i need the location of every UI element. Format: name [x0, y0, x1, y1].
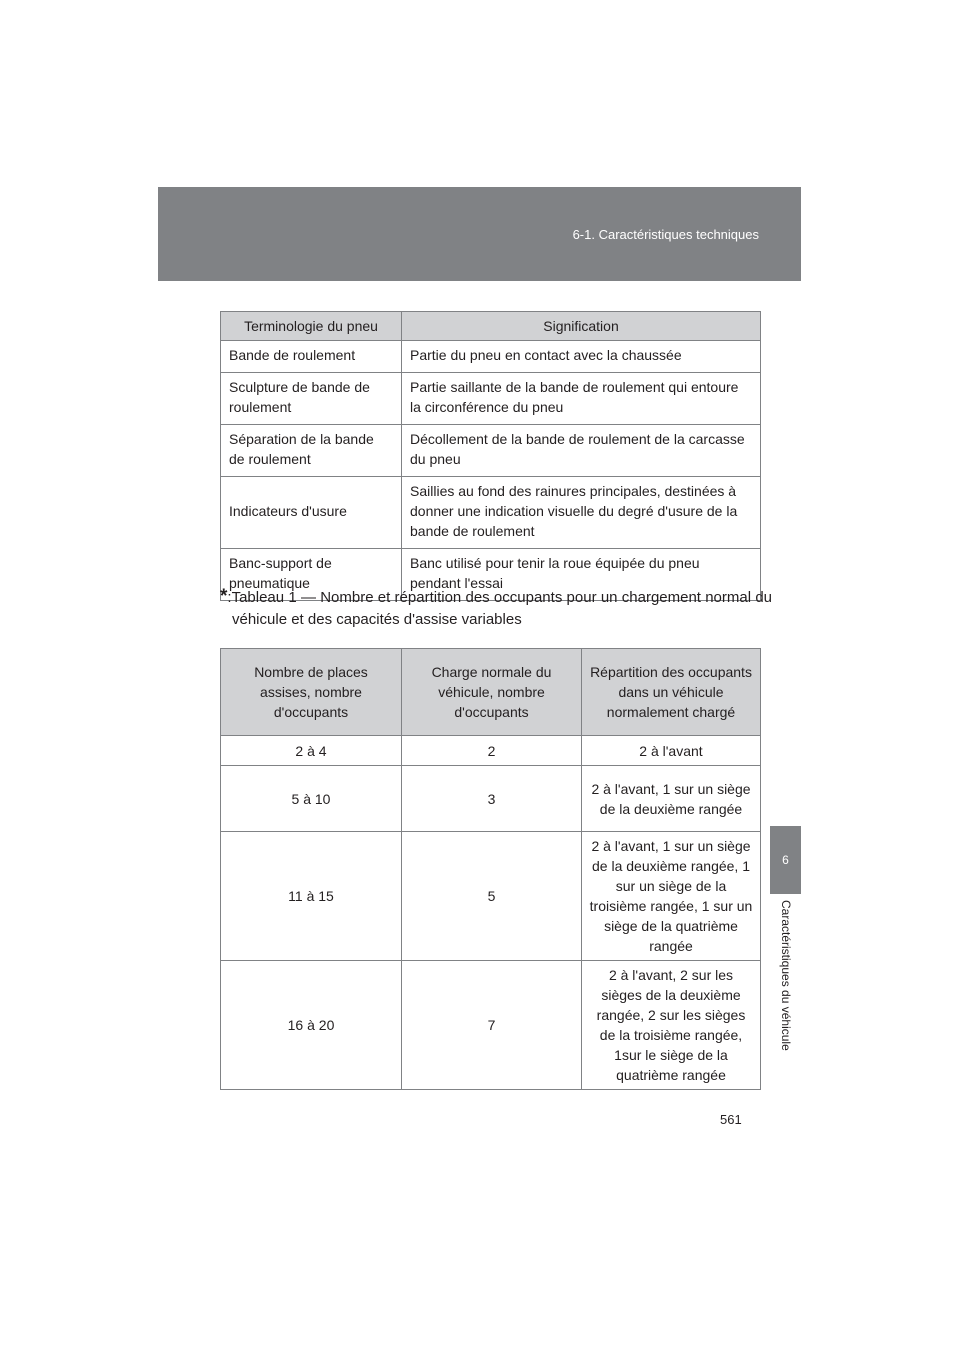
table-cell: 7: [402, 961, 582, 1090]
table-row: [221, 961, 761, 1090]
chapter-number: 6: [782, 853, 789, 867]
table-cell: Sculpture de bande de roulement: [221, 373, 402, 425]
table-row: [221, 425, 761, 477]
table-cell: 2: [402, 736, 582, 766]
table-cell: Saillies au fond des rainures principales, destinées à donner une indication visuelle du degré d'usure de la bande de roulement: [402, 477, 761, 549]
table-cell: Décollement de la bande de roulement de la carcasse du pneu: [402, 425, 761, 477]
table-cell: 2 à 4: [221, 736, 402, 766]
column-header: Répartition des occupants dans un véhicule normalement chargé: [582, 649, 761, 736]
table-row: [221, 341, 761, 373]
column-header: Nombre de places assises, nombre d'occupants: [221, 649, 402, 736]
table-cell: Indicateurs d'usure: [221, 477, 402, 549]
table-header-row: [221, 649, 761, 736]
section-title: 6-1. Caractéristiques techniques: [572, 227, 759, 242]
table-cell: 5 à 10: [221, 766, 402, 832]
footnote-text: :Tableau 1 — Nombre et répartition des occupants pour un chargement normal du véhicule et des capacités d'assise variables: [227, 589, 772, 628]
table-cell: 5: [402, 832, 582, 961]
footnote-asterisk: *: [220, 586, 228, 607]
table-cell: Bande de roulement: [221, 341, 402, 373]
table-cell: Séparation de la bande de roulement: [221, 425, 402, 477]
table-header-row: [221, 312, 761, 341]
table-row: [221, 373, 761, 425]
chapter-tab: [770, 826, 801, 894]
tire-terminology-table: [220, 311, 761, 601]
table-footnote: [220, 586, 772, 631]
table-row: [221, 766, 761, 832]
table-cell: Banc-support de pneumatique: [221, 549, 402, 601]
table-cell: 2 à l'avant: [582, 736, 761, 766]
table-cell: Banc utilisé pour tenir la roue équipée du pneu pendant l'essai: [402, 549, 761, 601]
column-header: Charge normale du véhicule, nombre d'occupants: [402, 649, 582, 736]
column-header: Signification: [402, 312, 761, 341]
table-cell: 2 à l'avant, 1 sur un siège de la deuxième rangée, 1 sur un siège de la troisième rangée, 1 sur un siège de la quatrième rangée: [582, 832, 761, 961]
page-number: 561: [720, 1112, 742, 1127]
chapter-header-band: [158, 187, 801, 281]
table-row: [221, 832, 761, 961]
table-cell: 16 à 20: [221, 961, 402, 1090]
table-cell: 2 à l'avant, 2 sur les sièges de la deuxième rangée, 2 sur les sièges de la troisième rangée, 1sur le siège de la quatrième rangée: [582, 961, 761, 1090]
chapter-side-label: Caractéristiques du véhicule: [779, 900, 793, 1051]
column-header: Terminologie du pneu: [221, 312, 402, 341]
table-cell: 2 à l'avant, 1 sur un siège de la deuxième rangée: [582, 766, 761, 832]
table-row: [221, 477, 761, 549]
occupant-distribution-table: [220, 648, 761, 1090]
table-cell: Partie saillante de la bande de roulement qui entoure la circonférence du pneu: [402, 373, 761, 425]
table-cell: 3: [402, 766, 582, 832]
table-cell: 11 à 15: [221, 832, 402, 961]
table-cell: Partie du pneu en contact avec la chaussée: [402, 341, 761, 373]
table-row: [221, 736, 761, 766]
